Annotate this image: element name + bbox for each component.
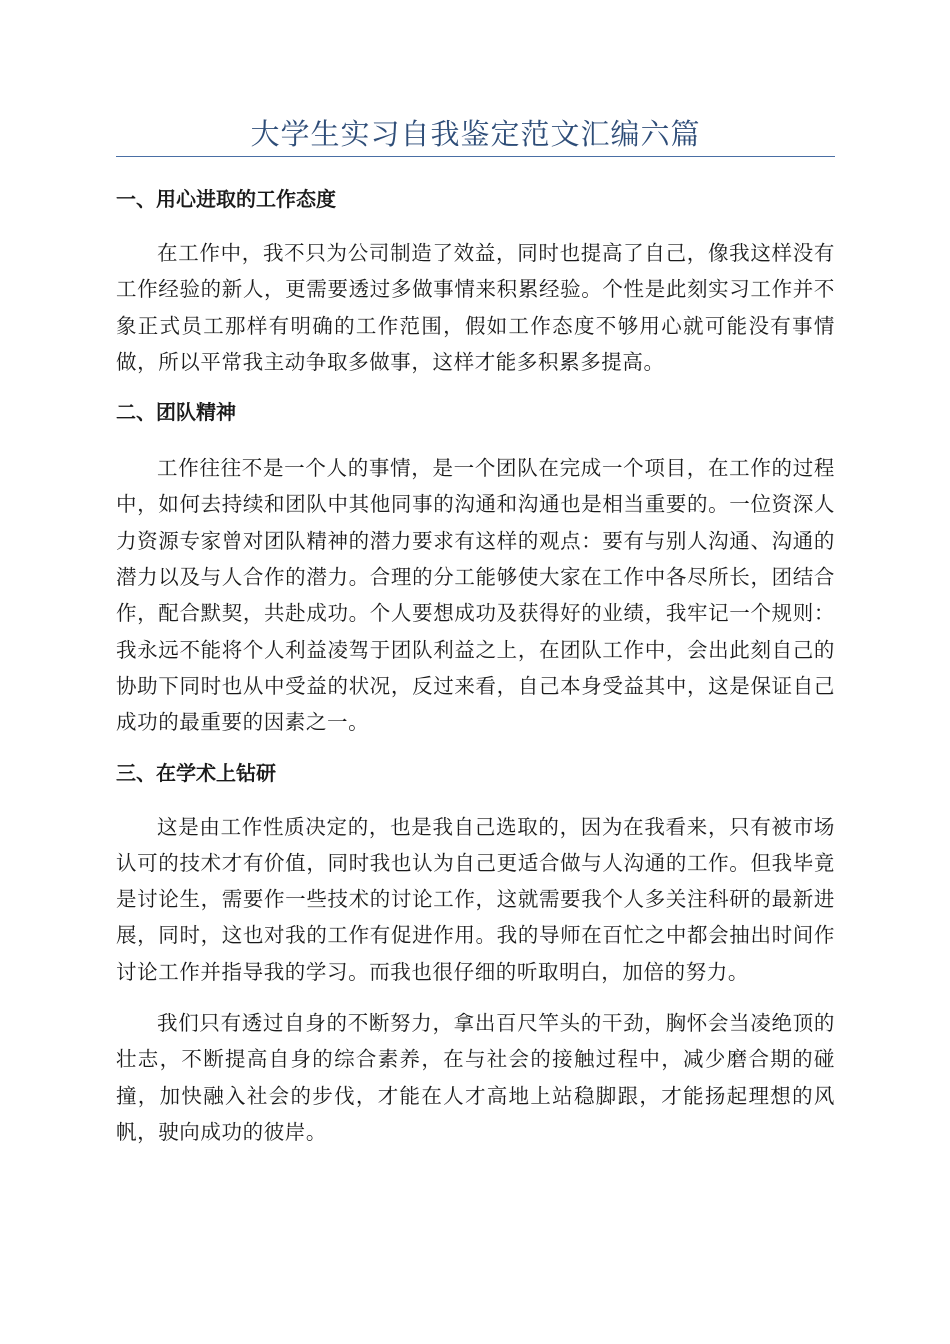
section-heading: 二、团队精神 bbox=[116, 400, 236, 425]
document-title: 大学生实习自我鉴定范文汇编六篇 bbox=[250, 117, 701, 151]
section-heading: 一、用心进取的工作态度 bbox=[116, 187, 336, 211]
title-underline bbox=[116, 156, 835, 157]
section-3 bbox=[116, 757, 835, 1151]
body-paragraph: 这是由工作性质决定的，也是我自己选取的，因为在我看来，只有被市场认可的技术才有价值，同时我也认为自己更适合做与人沟通的工作。但我毕竟是讨论生，需要作一些技术的讨论工作，这就需要我个人多关注科研的最新进展，同时，这也对我的工作有促进作用。我的导师在百忙之中都会抽出时间作讨论工作并指导我的学习。而我也很仔细的听取明白，加倍的努力。 bbox=[116, 814, 835, 984]
body-paragraph: 工作往往不是一个人的事情，是一个团队在完成一个项目，在工作的过程中，如何去持续和团队中其他同事的沟通和沟通也是相当重要的。一位资深人力资源专家曾对团队精神的潜力要求有这样的观点：要有与别人沟通、沟通的潜力以及与人合作的潜力。合理的分工能够使大家在工作中各尽所长，团结合作，配合默契，共赴成功。个人要想成功及获得好的业绩，我牢记一个规则：我永远不能将个人利益凌驾于团队利益之上，在团队工作中，会出此刻自己的协助下同时也从中受益的状况，反过来看，自己本身受益其中，这是保证自己成功的最重要的因素之一。 bbox=[116, 456, 835, 735]
document-page bbox=[116, 112, 835, 1150]
body-paragraph: 我们只有透过自身的不断努力，拿出百尺竿头的干劲，胸怀会当凌绝顶的壮志，不断提高自身的综合素养，在与社会的接触过程中，减少磨合期的碰撞，加快融入社会的步伐，才能在人才高地上站稳脚跟，才能扬起理想的风帆，驶向成功的彼岸。 bbox=[116, 1011, 835, 1144]
section-heading: 三、在学术上钻研 bbox=[116, 760, 276, 785]
section-1 bbox=[116, 183, 835, 380]
body-paragraph: 在工作中，我不只为公司制造了效益，同时也提高了自己，像我这样没有工作经验的新人，更需要透过多做事情来积累经验。个性是此刻实习工作并不象正式员工那样有明确的工作范围，假如工作态度不够用心就可能没有事情做，所以平常我主动争取多做事，这样才能多积累多提高。 bbox=[116, 241, 835, 374]
section-2 bbox=[116, 396, 835, 740]
